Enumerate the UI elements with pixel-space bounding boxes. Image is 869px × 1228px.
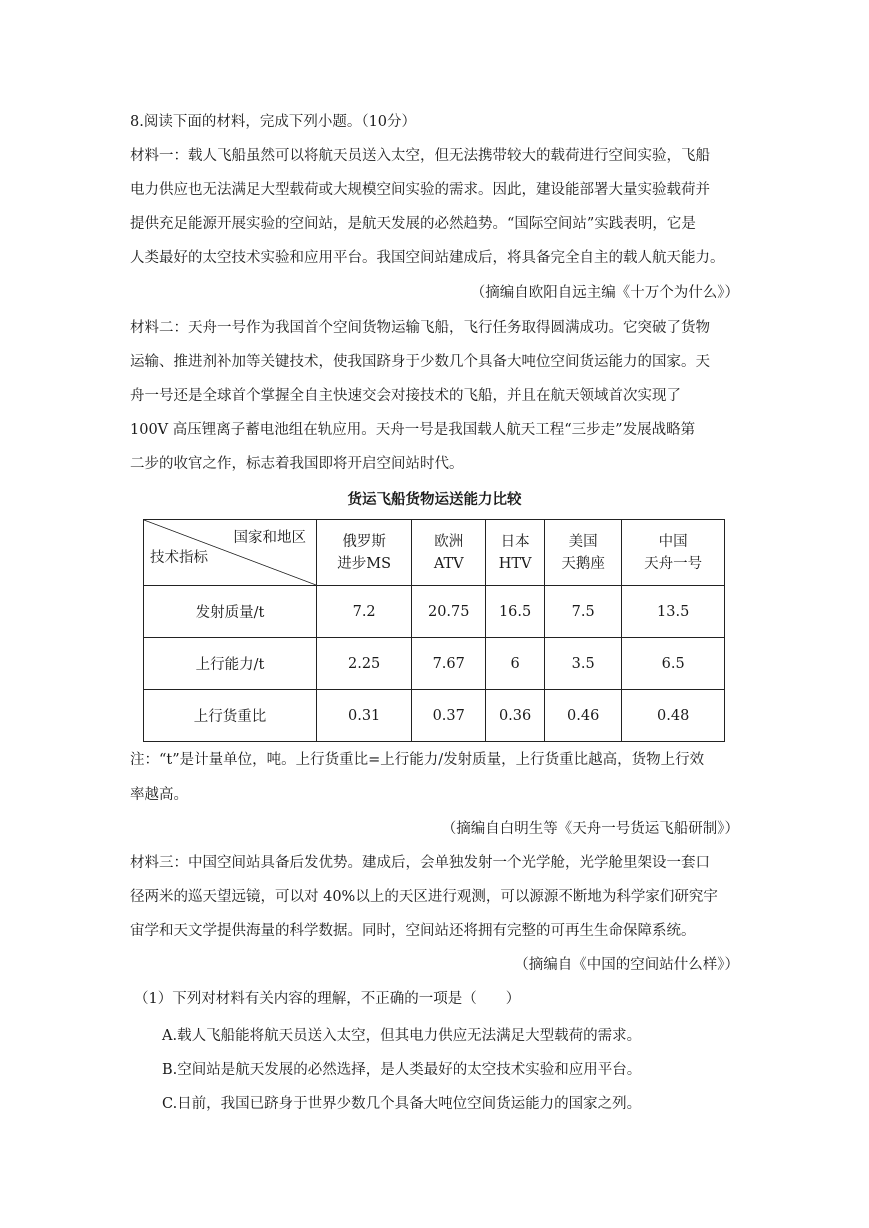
note-source: （摘编自白明生等《天舟一号货运飞船研制》） [441, 821, 739, 837]
table-cell: 0.37 [412, 690, 486, 742]
table-cell: 7.5 [544, 586, 621, 638]
material2-line: 二步的收官之作，标志着我国即将开启空间站时代。 [130, 456, 464, 472]
material2-line: 材料二：天舟一号作为我国首个空间货物运输飞船，飞行任务取得圆满成功。它突破了货物 [130, 320, 710, 336]
material2-line: 舟一号还是全球首个掌握全自主快速交会对接技术的飞船，并且在航天领域首次实现了 [130, 388, 681, 404]
table-row [144, 638, 725, 690]
table-header-row [144, 520, 725, 586]
material3-line: 材料三：中国空间站具备后发优势。建成后，会单独发射一个光学舱，光学舱里架设一套口 [130, 855, 710, 871]
table-row [144, 586, 725, 638]
material2-line: 运输、推进剂补加等关键技术，使我国跻身于少数几个具备大吨位空间货运能力的国家。天 [130, 354, 710, 370]
table-cell: 20.75 [412, 586, 486, 638]
table-cell: 6.5 [622, 638, 725, 690]
table-cell: 16.5 [486, 586, 545, 638]
table-cell: 0.46 [544, 690, 621, 742]
material1-line: 材料一：载人飞船虽然可以将航天员送入太空，但无法携带较大的载荷进行空间实验，飞船 [130, 148, 710, 164]
question-header: 8.阅读下面的材料，完成下列小题。（10分） [130, 114, 417, 130]
comparison-table [143, 519, 725, 742]
material2-line: 100V 高压锂离子蓄电池组在轨应用。天舟一号是我国载人航天工程“三步走”发展战略第 [130, 422, 696, 438]
table-cell: 0.31 [317, 690, 412, 742]
material3-line: 宙学和天文学提供海量的科学数据。同时，空间站还将拥有完整的可再生生命保障系统。 [130, 923, 696, 939]
table-cell: 2.25 [317, 638, 412, 690]
column-header: 中国 天舟一号 [622, 520, 725, 586]
column-header: 日本 HTV [486, 520, 545, 586]
material3-source: （摘编自《中国的空间站什么样》） [514, 957, 739, 973]
table-cell: 13.5 [622, 586, 725, 638]
corner-bottom-label: 技术指标 [150, 550, 208, 566]
option-b: B.空间站是航天发展的必然选择，是人类最好的太空技术实验和应用平台。 [162, 1062, 642, 1078]
table-row [144, 690, 725, 742]
subquestion-stem: （1）下列对材料有关内容的理解，不正确的一项是（ ） [134, 991, 521, 1007]
table-note-line: 注：“t”是计量单位，吨。上行货重比=上行能力/发射质量，上行货重比越高，货物上行效 [130, 752, 705, 768]
material3-line: 径两米的巡天望远镜，可以对 40%以上的天区进行观测，可以源源不断地为科学家们研究宇 [130, 889, 718, 905]
table-cell: 3.5 [544, 638, 621, 690]
material1-source: （摘编自欧阳自远主编《十万个为什么》） [470, 285, 739, 301]
table-cell: 7.2 [317, 586, 412, 638]
material1-line: 提供充足能源开展实验的空间站，是航天发展的必然趋势。“国际空间站”实践表明，它是 [130, 216, 696, 232]
table-cell: 6 [486, 638, 545, 690]
table-note-line: 率越高。 [130, 787, 188, 803]
option-a: A.载人飞船能将航天员送入太空，但其电力供应无法满足大型载荷的需求。 [162, 1028, 642, 1044]
column-header: 欧洲 ATV [412, 520, 486, 586]
corner-top-label: 国家和地区 [233, 530, 306, 546]
column-header: 美国 天鹅座 [544, 520, 621, 586]
column-header: 俄罗斯 进步MS [317, 520, 412, 586]
table-cell: 0.48 [622, 690, 725, 742]
table-title: 货运飞船货物运送能力比较 [347, 492, 522, 508]
row-label: 上行能力/t [144, 638, 317, 690]
material1-line: 人类最好的太空技术实验和应用平台。我国空间站建成后，将具备完全自主的载人航天能力。 [130, 250, 725, 266]
row-label: 发射质量/t [144, 586, 317, 638]
option-c: C.日前，我国已跻身于世界少数几个具备大吨位空间货运能力的国家之列。 [162, 1096, 642, 1112]
row-label: 上行货重比 [144, 690, 317, 742]
table-cell: 7.67 [412, 638, 486, 690]
table-cell: 0.36 [486, 690, 545, 742]
material1-line: 电力供应也无法满足大型载荷或大规模空间实验的需求。因此，建设能部署大量实验载荷并 [130, 182, 710, 198]
table-corner-cell [144, 520, 317, 586]
